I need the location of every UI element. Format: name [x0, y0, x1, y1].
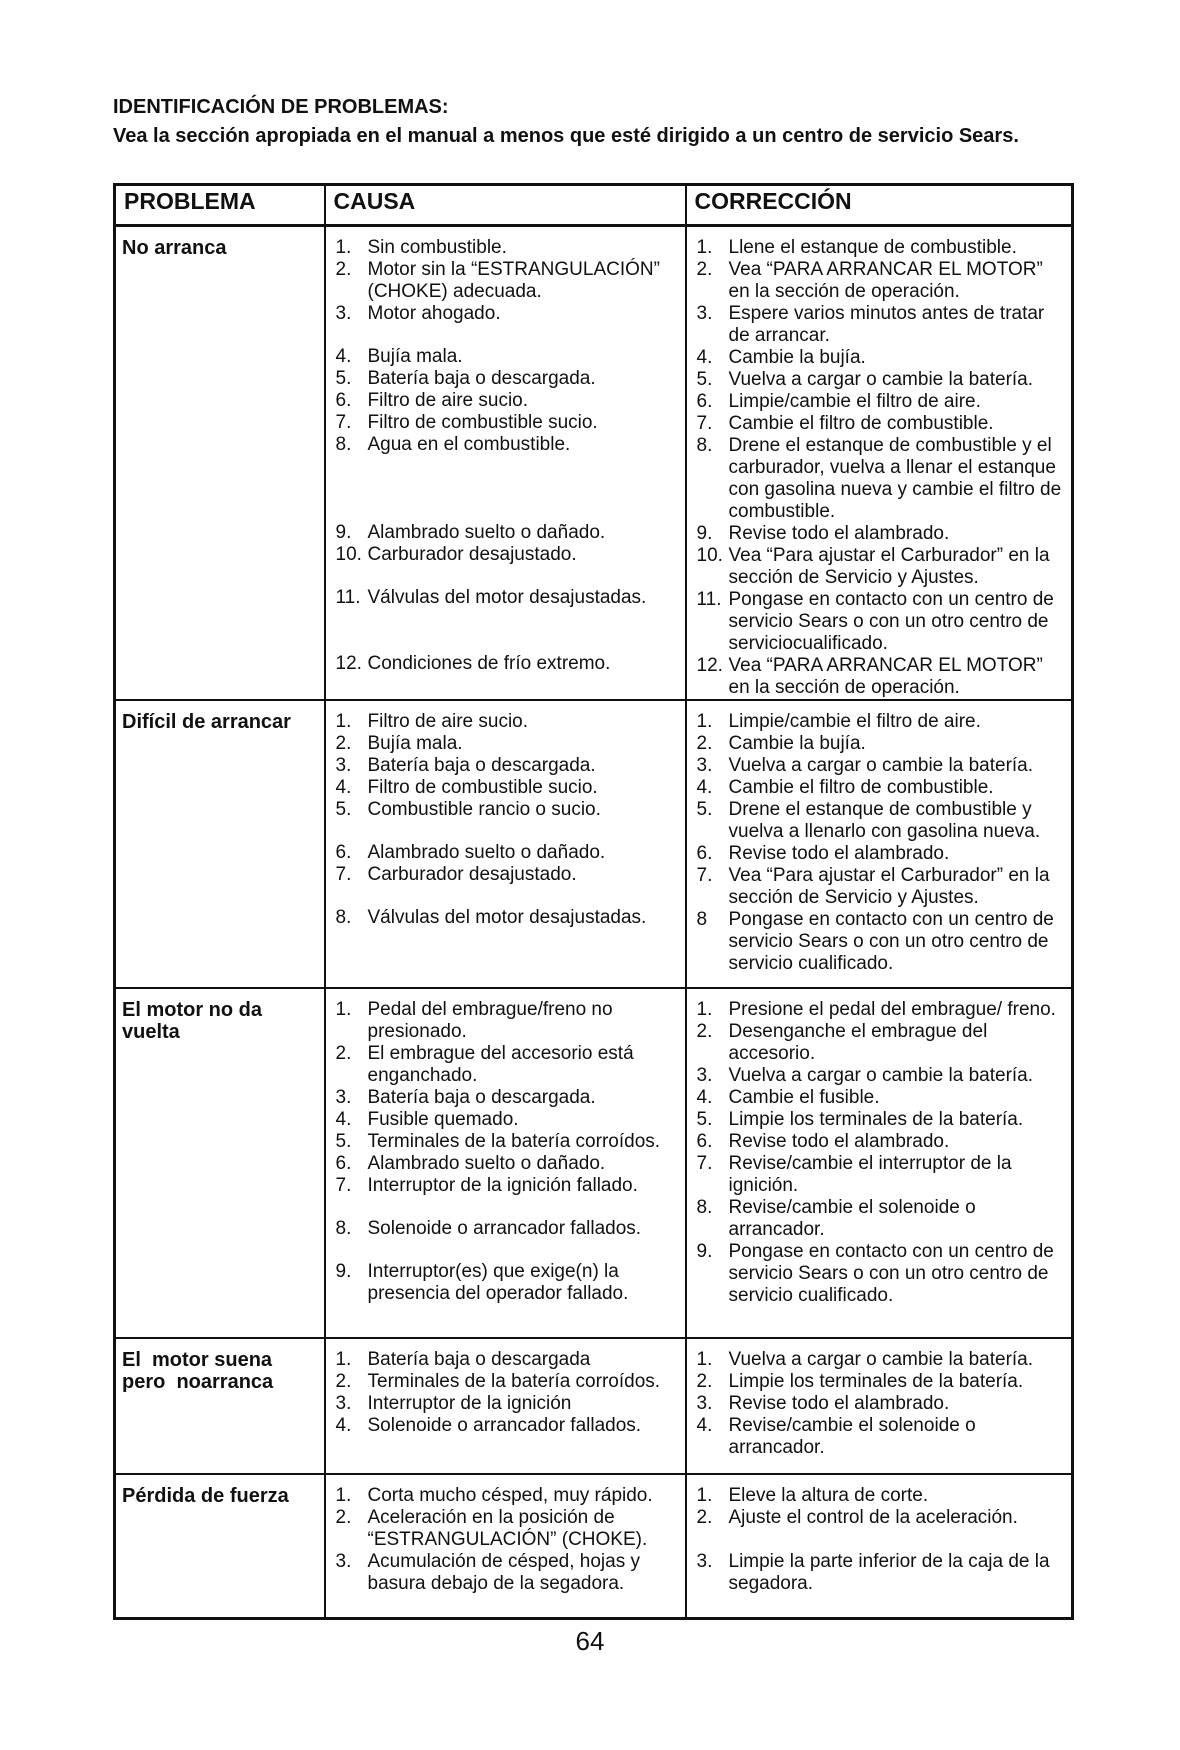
list-item: 11. Pongase en contacto con un centro de servicio Sears o con un otro centro de serviciocualificado.	[696, 589, 1054, 654]
list-item: 9. Alambrado suelto o dañado.	[335, 522, 606, 543]
correction-list	[697, 237, 1070, 699]
list-item: 4. Cambie el filtro de combustible.	[696, 777, 994, 798]
list-item: 3. Revise todo el alambrado.	[696, 1393, 950, 1414]
list-item: 3. Limpie la parte inferior de la caja de la segadora.	[696, 1551, 1050, 1594]
list-item: 1. Batería baja o descargada	[335, 1349, 591, 1370]
problem-label: No arranca	[115, 226, 325, 701]
cause-list	[336, 1349, 683, 1437]
list-item: 1. Filtro de aire sucio.	[335, 711, 529, 732]
list-item: 5. Drene el estanque de combustible y vuelva a llenarlo con gasolina nueva.	[696, 799, 1041, 842]
list-item: 1. Corta mucho césped, muy rápido.	[335, 1485, 653, 1506]
list-item: 2. El embrague del accesorio está enganchado.	[335, 1043, 634, 1086]
cause-cell	[325, 1338, 686, 1474]
list-item: 3. Espere varios minutos antes de tratar de arrancar.	[696, 303, 1045, 346]
list-item: 4. Bujía mala.	[335, 346, 463, 367]
list-item: 7. Vea “Para ajustar el Carburador” en la sección de Servicio y Ajustes.	[696, 865, 1050, 908]
list-item: 7. Interruptor de la ignición fallado.	[335, 1175, 638, 1196]
list-item: 12. Vea “PARA ARRANCAR EL MOTOR” en la sección de operación.	[696, 655, 1043, 698]
list-item: 1. Sin combustible.	[335, 237, 507, 258]
list-item: 11. Válvulas del motor desajustadas.	[335, 587, 647, 608]
list-item: 6. Alambrado suelto o dañado.	[335, 842, 606, 863]
list-item: 2. Limpie los terminales de la batería.	[696, 1371, 1024, 1392]
list-item: 12. Condiciones de frío extremo.	[335, 653, 611, 674]
correction-list	[697, 1485, 1070, 1595]
cause-list	[336, 999, 683, 1305]
cause-cell	[325, 226, 686, 701]
problem-label: El motor suena pero noarranca	[115, 1338, 325, 1474]
list-item: 4. Filtro de combustible sucio.	[335, 777, 598, 798]
cause-cell	[325, 700, 686, 988]
list-item: 6. Filtro de aire sucio.	[335, 390, 529, 411]
list-item: 2. Terminales de la batería corroídos.	[335, 1371, 661, 1392]
cause-list	[336, 711, 683, 929]
list-item: 3. Vuelva a cargar o cambie la batería.	[696, 1065, 1034, 1086]
list-item: 3. Interruptor de la ignición	[335, 1393, 572, 1414]
correction-list	[697, 711, 1070, 975]
list-item: 8. Drene el estanque de combustible y el carburador, vuelva a llenar el estanque con gasolina nueva y cambie el filtro de combustible.	[696, 435, 1062, 522]
list-item: 9. Revise todo el alambrado.	[696, 523, 950, 544]
list-item: 10. Vea “Para ajustar el Carburador” en la sección de Servicio y Ajustes.	[696, 545, 1050, 588]
list-item: 6. Revise todo el alambrado.	[696, 843, 950, 864]
list-item: 1. Llene el estanque de combustible.	[696, 237, 1017, 258]
correction-list	[697, 999, 1070, 1307]
list-item: 9. Pongase en contacto con un centro de servicio Sears o con un otro centro de servicio cualificado.	[696, 1241, 1054, 1306]
list-item: 4. Revise/cambie el solenoide o arrancador.	[696, 1415, 976, 1458]
list-item: 3. Batería baja o descargada.	[335, 755, 596, 776]
list-item: 8. Agua en el combustible.	[335, 434, 571, 455]
list-item: 7. Revise/cambie el interruptor de la ignición.	[696, 1153, 1012, 1196]
cause-cell	[325, 988, 686, 1338]
correction-cell	[686, 1338, 1073, 1474]
list-item: 4. Solenoide o arrancador fallados.	[335, 1415, 642, 1436]
list-item: 4. Cambie la bujía.	[696, 347, 866, 368]
list-item: 8. Revise/cambie el solenoide o arrancador.	[696, 1197, 976, 1240]
list-item: 2. Vea “PARA ARRANCAR EL MOTOR” en la sección de operación.	[696, 259, 1043, 302]
list-item: 1. Vuelva a cargar o cambie la batería.	[696, 1349, 1034, 1370]
list-item: 2. Motor sin la “ESTRANGULACIÓN” (CHOKE) adecuada.	[335, 259, 660, 302]
list-item: 5. Combustible rancio o sucio.	[335, 799, 601, 820]
list-item: 7. Carburador desajustado.	[335, 864, 577, 885]
problem-label: Pérdida de fuerza	[115, 1474, 325, 1618]
list-item: 2. Desenganche el embrague del accesorio.	[696, 1021, 988, 1064]
list-item: 6. Revise todo el alambrado.	[696, 1131, 950, 1152]
correction-cell	[686, 226, 1073, 701]
list-item: 8. Solenoide o arrancador fallados.	[335, 1218, 642, 1239]
list-item: 7. Cambie el filtro de combustible.	[696, 413, 994, 434]
list-item: 10. Carburador desajustado.	[335, 544, 577, 565]
section-subheading: Vea la sección apropiada en el manual a menos que esté dirigido a un centro de servicio Sears.	[113, 125, 1019, 147]
table-header-row	[115, 185, 1073, 226]
cause-list	[336, 237, 683, 675]
list-item: 6. Limpie/cambie el filtro de aire.	[696, 391, 981, 412]
list-item: 3. Acumulación de césped, hojas y basura debajo de la segadora.	[335, 1551, 640, 1594]
list-item: 1. Limpie/cambie el filtro de aire.	[696, 711, 981, 732]
list-item: 5. Batería baja o descargada.	[335, 368, 596, 389]
list-item: 2. Cambie la bujía.	[696, 733, 866, 754]
column-header-correction: CORRECCIÓN	[686, 185, 1073, 226]
column-header-problem: PROBLEMA	[115, 185, 325, 226]
list-item: 1. Eleve la altura de corte.	[696, 1485, 929, 1506]
list-item: 3. Batería baja o descargada.	[335, 1087, 596, 1108]
cause-list	[336, 1485, 683, 1595]
list-item: 7. Filtro de combustible sucio.	[335, 412, 598, 433]
list-item: 1. Presione el pedal del embrague/ freno.	[696, 999, 1056, 1020]
list-item: 1. Pedal del embrague/freno no presionado.	[335, 999, 613, 1042]
table-row	[115, 988, 1073, 1338]
column-header-cause: CAUSA	[325, 185, 686, 226]
list-item: 3. Motor ahogado.	[335, 303, 501, 324]
cause-cell	[325, 1474, 686, 1618]
list-item: 6. Alambrado suelto o dañado.	[335, 1153, 606, 1174]
list-item: 5. Vuelva a cargar o cambie la batería.	[696, 369, 1034, 390]
list-item: 4. Cambie el fusible.	[696, 1087, 880, 1108]
correction-cell	[686, 1474, 1073, 1618]
list-item: 8. Válvulas del motor desajustadas.	[335, 907, 647, 928]
problem-label: Difícil de arrancar	[115, 700, 325, 988]
table-row	[115, 700, 1073, 988]
list-item: 4. Fusible quemado.	[335, 1109, 519, 1130]
list-item: 2. Bujía mala.	[335, 733, 463, 754]
list-item: 8 Pongase en contacto con un centro de servicio Sears o con un otro centro de servicio cualificado.	[696, 909, 1054, 974]
list-item: 5. Limpie los terminales de la batería.	[696, 1109, 1024, 1130]
correction-list	[697, 1349, 1070, 1459]
table-row	[115, 1338, 1073, 1474]
page-number: 64	[575, 1626, 605, 1656]
correction-cell	[686, 988, 1073, 1338]
table-row	[115, 1474, 1073, 1618]
section-heading: IDENTIFICACIÓN DE PROBLEMAS:	[113, 96, 449, 118]
list-item: 3. Vuelva a cargar o cambie la batería.	[696, 755, 1034, 776]
list-item: 2. Aceleración en la posición de “ESTRANGULACIÓN” (CHOKE).	[335, 1507, 648, 1550]
list-item: 5. Terminales de la batería corroídos.	[335, 1131, 661, 1152]
table-row	[115, 226, 1073, 701]
troubleshooting-table	[113, 183, 1074, 1620]
problem-label: El motor no da vuelta	[115, 988, 325, 1338]
list-item: 9. Interruptor(es) que exige(n) la presencia del operador fallado.	[335, 1261, 629, 1304]
correction-cell	[686, 700, 1073, 988]
list-item: 2. Ajuste el control de la aceleración.	[696, 1507, 1018, 1528]
